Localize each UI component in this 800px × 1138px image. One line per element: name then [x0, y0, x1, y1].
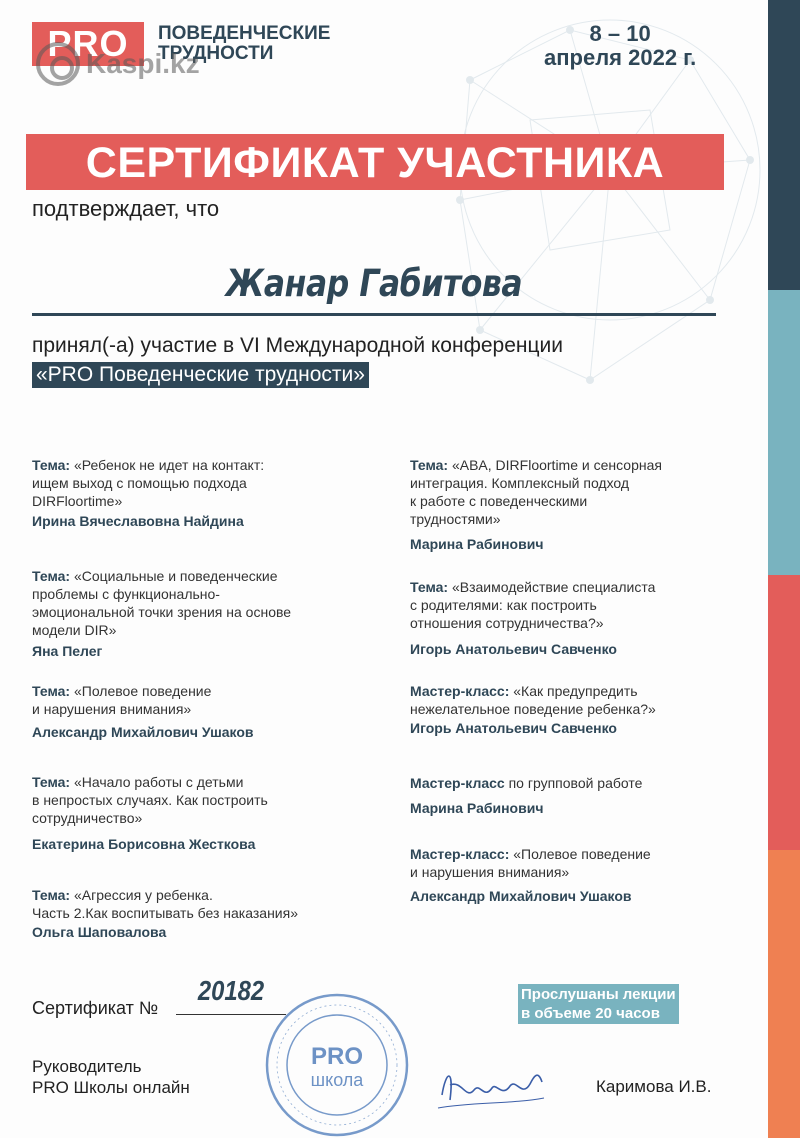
topic-left-4 — [32, 773, 268, 827]
signer-name: Каримова И.В. — [596, 1077, 712, 1096]
speaker-left-1: Ирина Вячеславовна Найдина — [32, 513, 244, 529]
topic-label: Тема: — [32, 774, 71, 790]
topic-right-2 — [410, 578, 655, 632]
topic-left-3 — [32, 682, 211, 718]
topic-label: Мастер-класс: — [410, 683, 510, 699]
topic-label: Мастер-класс: — [410, 846, 510, 862]
stripe-orange — [768, 850, 800, 1138]
certificate-number-label: Сертификат № — [32, 998, 159, 1018]
participation-text: принял(-а) участие в VI Международной конференции — [32, 334, 563, 357]
topic-label: Тема: — [410, 579, 449, 595]
topic-label: Тема: — [32, 457, 71, 473]
topic-right-5 — [410, 845, 651, 881]
topic-text: «Агрессия у ребенка. Часть 2.Как воспитывать без наказания» — [32, 887, 298, 921]
lectures-badge: Прослушаны лекции в объеме 20 часов — [518, 984, 679, 1024]
speaker-right-4: Марина Рабинович — [410, 800, 544, 816]
speaker-right-3: Игорь Анатольевич Савченко — [410, 720, 617, 736]
topic-label: Тема: — [32, 568, 71, 584]
logo-text: ПОВЕДЕНЧЕСКИЕ ТРУДНОСТИ — [158, 23, 331, 64]
topic-text: «Начало работы с детьми в непростых случаях. Как построить сотрудничество» — [32, 774, 268, 826]
signature — [432, 1040, 552, 1120]
name-underline — [32, 313, 716, 316]
topic-left-2 — [32, 567, 291, 639]
topic-label: Тема: — [32, 683, 71, 699]
speaker-right-5: Александр Михайлович Ушаков — [410, 888, 632, 904]
speaker-left-3: Александр Михайлович Ушаков — [32, 724, 254, 740]
topic-text: «Полевое поведение и нарушения внимания» — [32, 683, 212, 717]
topic-text: «Полевое поведение и нарушения внимания» — [410, 846, 651, 880]
speaker-left-4: Екатерина Борисовна Жесткова — [32, 836, 256, 852]
topic-label: Тема: — [32, 887, 71, 903]
stripe-teal — [768, 290, 800, 575]
topic-right-1 — [410, 456, 662, 528]
certificate-title: СЕРТИФИКАТ УЧАСТНИКА — [85, 139, 665, 187]
dates-line2: апреля 2022 г. — [544, 45, 697, 70]
speaker-right-1: Марина Рабинович — [410, 536, 544, 552]
svg-text:PRO: PRO — [310, 1043, 364, 1070]
topic-left-5 — [32, 886, 298, 922]
speaker-left-5: Ольга Шаповалова — [32, 924, 167, 940]
topic-left-1 — [32, 456, 264, 510]
kaspi-watermark — [36, 42, 200, 86]
kaspi-icon — [36, 42, 80, 86]
topic-text: «Ребенок не идет на контакт: ищем выход с помощью подхода DIRFloortime» — [32, 457, 265, 509]
topic-text: «ABA, DIRFloortime и сенсорная интеграция. Комплексный подход к работе с поведенческими трудностями» — [410, 457, 662, 527]
stripe-dark — [768, 0, 800, 290]
topic-text: «Взаимодействие специалиста с родителями: как построить отношения сотрудничества?» — [410, 579, 656, 631]
participant-name: Жанар Габитова — [225, 262, 523, 305]
dates-line1: 8 – 10 — [589, 21, 651, 46]
topic-label: Мастер-класс — [410, 775, 505, 791]
svg-text:школа: школа — [310, 1070, 364, 1090]
topic-text: по групповой работе — [504, 775, 643, 791]
conference-name: «PRO Поведенческие трудности» — [32, 362, 369, 388]
topic-right-4 — [410, 774, 642, 792]
certificate-number: 20182 — [197, 975, 265, 1006]
watermark-text: Kaspi.kz — [86, 48, 200, 79]
speaker-left-2: Яна Пелег — [32, 643, 103, 659]
seal-stamp — [262, 990, 412, 1138]
event-dates — [544, 22, 696, 70]
topic-right-3 — [410, 682, 656, 718]
topic-text: «Социальные и поведенческие проблемы с функционально- эмоциональной точки зрения на основе модели DIR» — [32, 568, 292, 638]
pro-logo: PRO — [32, 22, 144, 66]
topic-label: Тема: — [410, 457, 449, 473]
confirms-text: подтверждает, что — [32, 196, 220, 221]
stripe-red — [768, 575, 800, 850]
head-label: Руководитель PRO Школы онлайн — [32, 1057, 190, 1097]
speaker-right-2: Игорь Анатольевич Савченко — [410, 641, 617, 657]
topic-text: «Как предупредить нежелательное поведение ребенка?» — [410, 683, 656, 717]
